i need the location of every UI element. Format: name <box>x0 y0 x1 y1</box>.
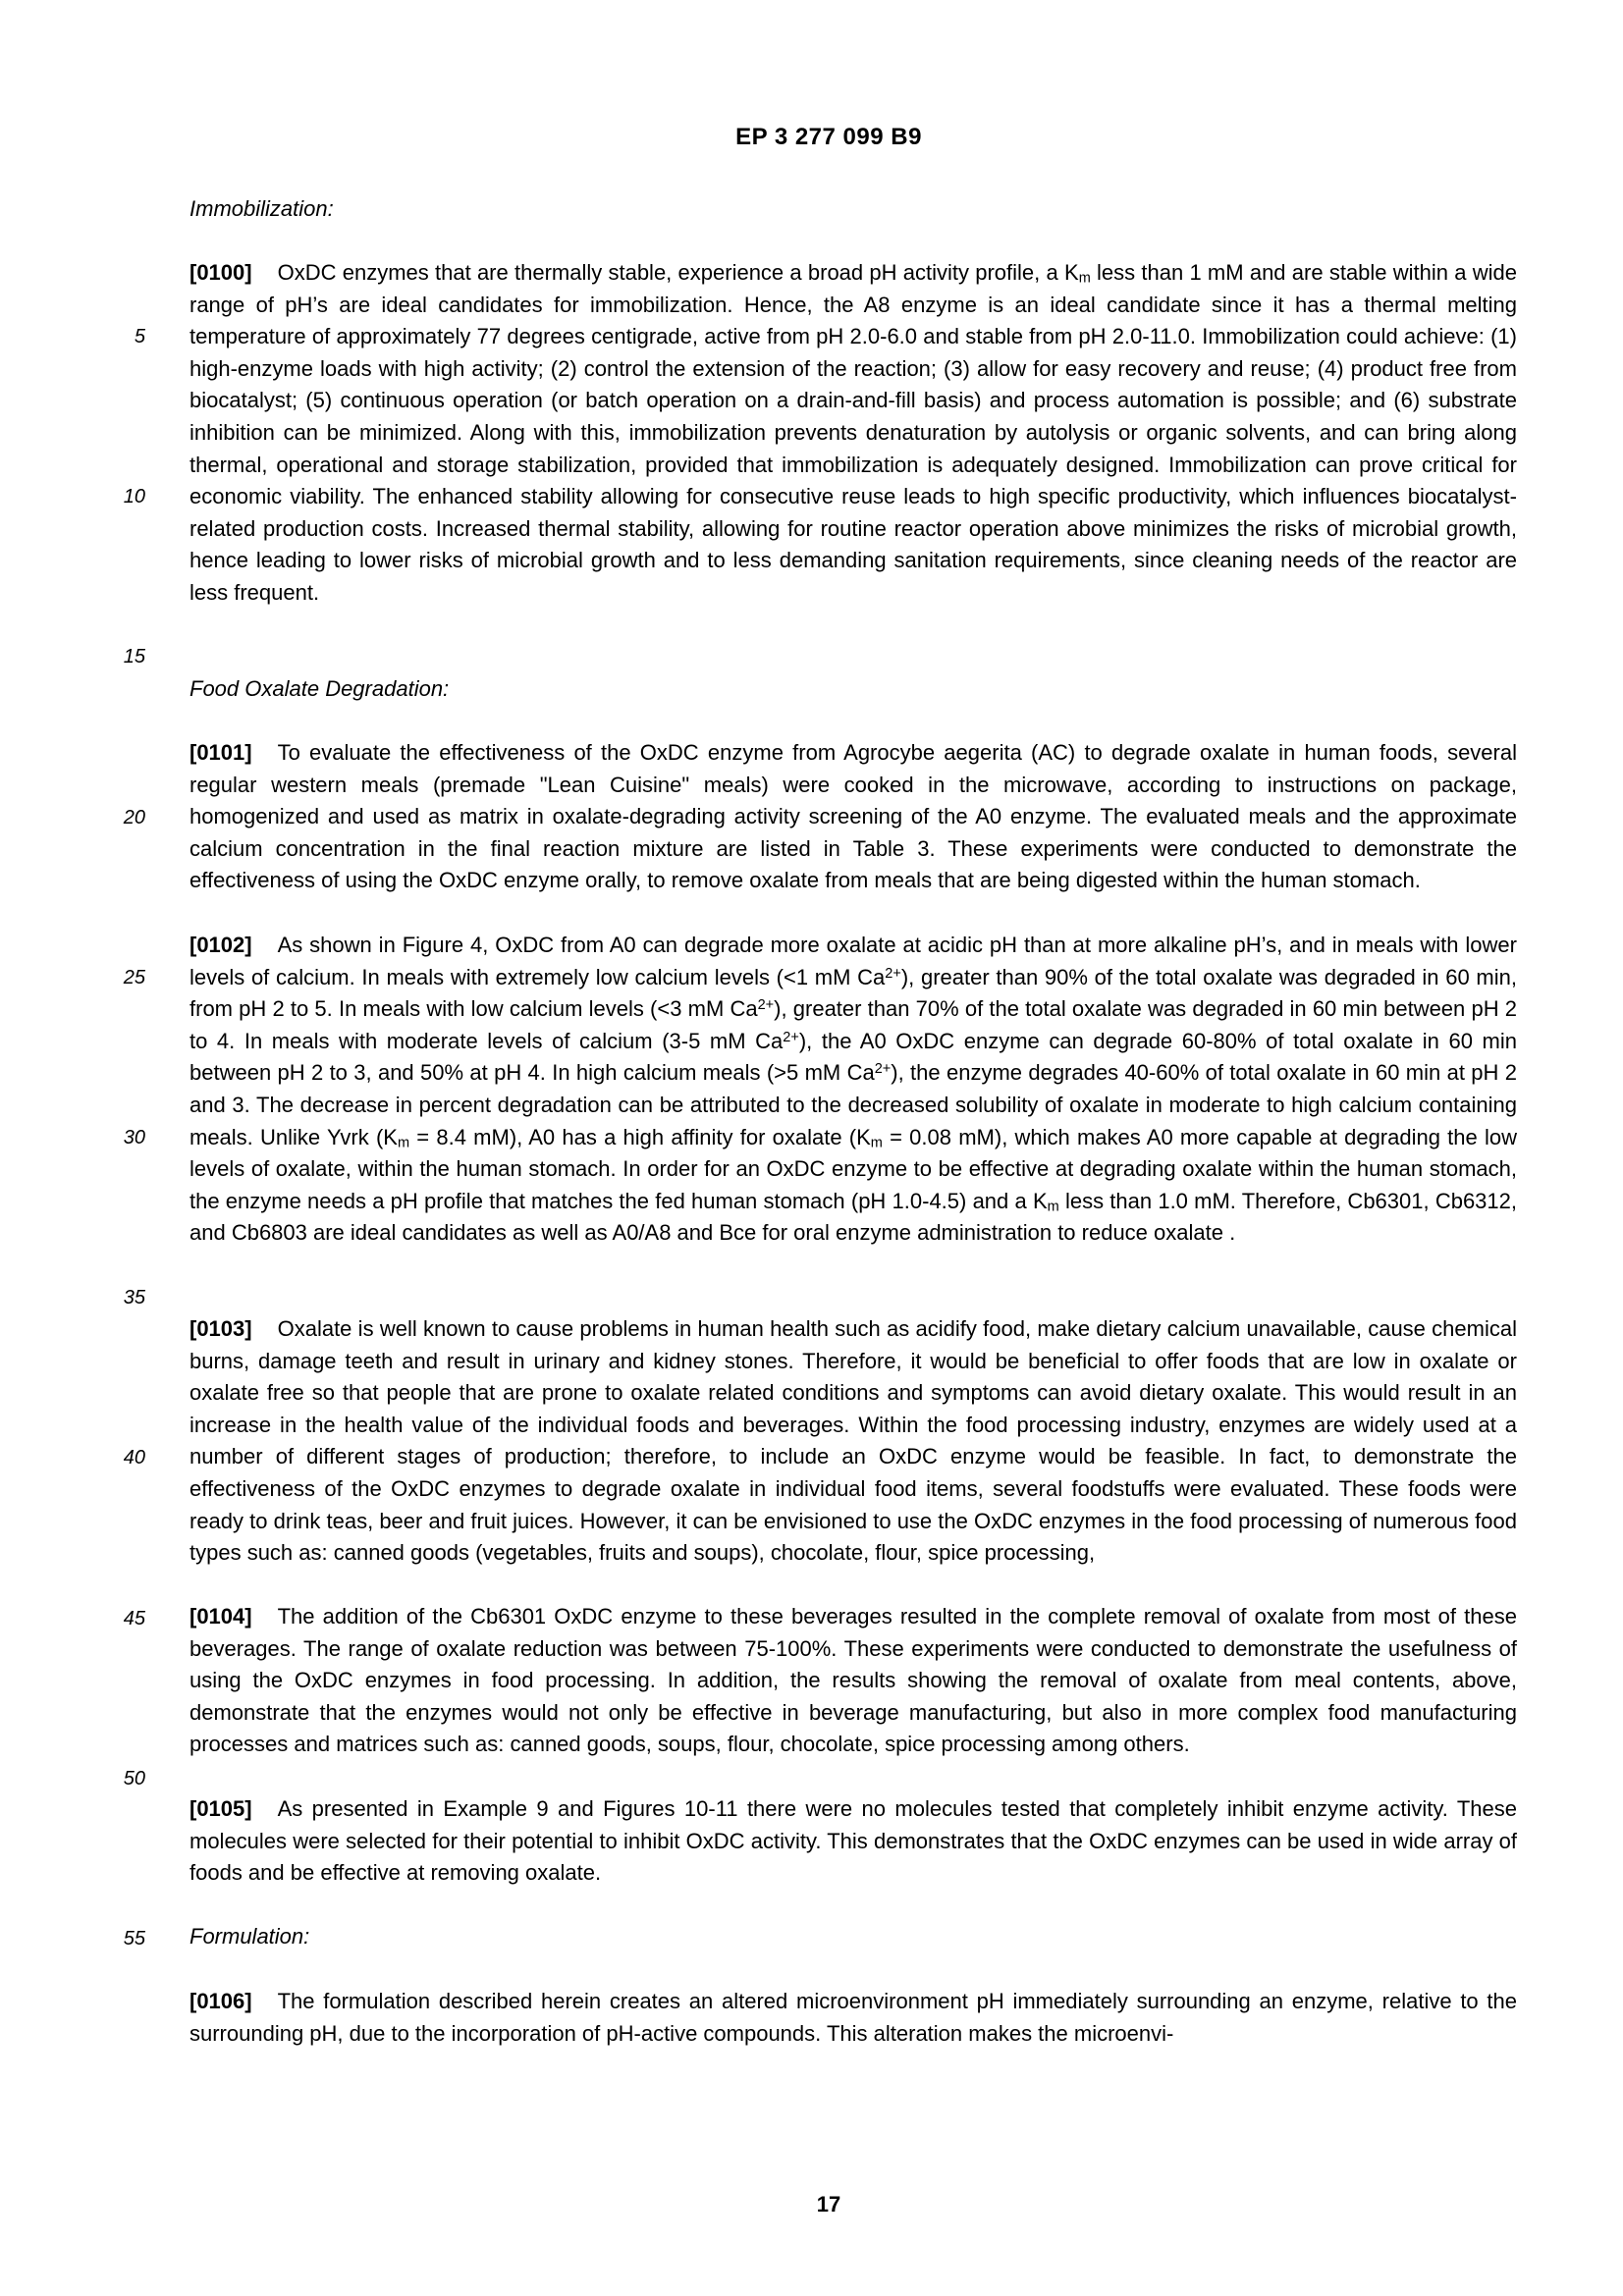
paragraph-text: As presented in Example 9 and Figures 10-11 there were no molecules tested that completely inhibit enzyme activity. These molecules were selected for their potential to inhibit OxDC activity. This demonstrates that the OxDC enzymes can be used in wide array of foods and be effective at removing oxalate. <box>189 1796 1517 1886</box>
margin-line-number: 35 <box>123 1287 145 1308</box>
paragraph-text: To evaluate the effectiveness of the OxDC enzyme from Agrocybe aegerita (AC) to degrade oxalate in human foods, several regular western meals (premade "Lean Cuisine" meals) were cooked in the microwave, according to instructions on package, homogenized and used as matrix in oxalate-degrading activity screening of the A0 enzyme. The evaluated meals and the approximate calcium concentration in the final reaction mixture are listed in Table 3. These experiments were conducted to demonstrate the effectiveness of using the OxDC enzyme orally, to remove oxalate from meals that are being digested within the human stomach. <box>189 740 1517 893</box>
section-heading-immobilization: Immobilization: <box>189 196 334 221</box>
paragraph-0100 <box>189 257 1517 610</box>
paragraph-number: [0100] <box>189 260 252 285</box>
paragraph-number: [0102] <box>189 933 252 957</box>
margin-line-number: 30 <box>123 1127 145 1148</box>
paragraph-0104 <box>189 1601 1517 1761</box>
margin-line-number: 15 <box>123 646 145 667</box>
paragraph-number: [0101] <box>189 740 252 765</box>
paragraph-number: [0103] <box>189 1316 252 1341</box>
paragraph-0101 <box>189 737 1517 897</box>
paragraph-0103 <box>189 1313 1517 1570</box>
paragraph-text: The formulation described herein creates an altered microenvironment pH immediately surrounding an enzyme, relative to the surrounding pH, due to the incorporation of pH-active compounds. This alteration makes the microenvi- <box>189 1989 1517 2046</box>
margin-line-number: 5 <box>134 326 145 347</box>
section-heading-food-oxalate-degradation: Food Oxalate Degradation: <box>189 676 450 701</box>
page-number: 17 <box>816 2192 841 2216</box>
paragraph-text: The addition of the Cb6301 OxDC enzyme to these beverages resulted in the complete removal of oxalate from most of these beverages. The range of oxalate reduction was between 75-100%. These experiments were conducted to demonstrate the usefulness of using the OxDC enzymes in food processing. In addition, the results showing the removal of oxalate from meal contents, above, demonstrate that the enzymes would not only be effective in beverage manufacturing, but also in more complex food manufacturing processes and matrices such as: canned goods, soups, flour, chocolate, spice processing among others. <box>189 1604 1517 1757</box>
margin-line-number: 10 <box>123 486 145 507</box>
paragraph-text: OxDC enzymes that are thermally stable, experience a broad pH activity profile, a $K_m$ less than 1 mM and are stable within a wide range of pH’s are ideal candidates for immobilization. Hence, the A8 enzyme is an ideal candidate since it has a thermal melting temperature of approximately 77 degrees centigrade, active from pH 2.0-6.0 and stable from pH 2.0-11.0. Immobilization could achieve: (1) high-enzyme loads with high activity; (2) control the extension of the reaction; (3) allow for easy recovery and reuse; (4) product free from biocatalyst; (5) continuous operation (or batch operation on a drain-and-fill basis) and process automation is possible; and (6) substrate inhibition can be minimized. Along with this, immobilization prevents denaturation by autolysis or organic solvents, and can bring along thermal, operational and storage stabilization, provided that immobilization is adequately designed. Immobilization can prove critical for economic viability. The enhanced stability allowing for consecutive reuse leads to high specific productivity, which influences biocatalyst-related production costs. Increased thermal stability, allowing for routine reactor operation above minimizes the risks of microbial growth, hence leading to lower risks of microbial growth and to less demanding sanitation requirements, since cleaning needs of the reactor are less frequent. <box>189 260 1517 605</box>
margin-line-number: 40 <box>123 1447 145 1468</box>
margin-line-number: 25 <box>123 967 145 988</box>
margin-line-number: 55 <box>123 1928 145 1949</box>
paragraph-0102 <box>189 930 1517 1250</box>
margin-line-number: 50 <box>123 1768 145 1789</box>
paragraph-number: [0105] <box>189 1796 252 1821</box>
paragraph-number: [0106] <box>189 1989 252 2013</box>
margin-line-number: 45 <box>123 1608 145 1629</box>
paragraph-number: [0104] <box>189 1604 252 1629</box>
paragraph-0105 <box>189 1793 1517 1890</box>
document-number: EP 3 277 099 B9 <box>735 124 922 150</box>
paragraph-0106 <box>189 1986 1517 2050</box>
paragraph-text: Oxalate is well known to cause problems in human health such as acidify food, make dietary calcium unavailable, cause chemical burns, damage teeth and result in urinary and kidney stones. Therefore, it would be beneficial to offer foods that are low in oxalate or oxalate free so that people that are prone to oxalate related conditions and symptoms can avoid dietary oxalate. This would result in an increase in the health value of the individual foods and beverages. Within the food processing industry, enzymes are widely used at a number of different stages of production; therefore, to include an OxDC enzyme would be feasible. In fact, to demonstrate the effectiveness of the OxDC enzymes to degrade oxalate in individual food items, several foodstuffs were evaluated. These foods were ready to drink teas, beer and fruit juices. However, it can be envisioned to use the OxDC enzymes in the food processing of numerous food types such as: canned goods (vegetables, fruits and soups), chocolate, flour, spice processing, <box>189 1316 1517 1566</box>
margin-line-number: 20 <box>123 807 145 828</box>
paragraph-text: As shown in Figure 4, OxDC from A0 can degrade more oxalate at acidic pH than at more alkaline pH’s, and in meals with lower levels of calcium. In meals with extremely low calcium levels (<1 mM $Ca^{2+}$), greater than 90% of the total oxalate was degraded in 60 min, from pH 2 to 5. In meals with low calcium levels (<3 mM $Ca^{2+}$), greater than 70% of the total oxalate was degraded in 60 min between pH 2 to 4. In meals with moderate levels of calcium (3-5 mM $Ca^{2+}$), the A0 OxDC enzyme can degrade 60-80% of total oxalate in 60 min between pH 2 to 3, and 50% at pH 4. In high calcium meals (>5 mM $Ca^{2+}$), the enzyme degrades 40-60% of total oxalate in 60 min at pH 2 and 3. The decrease in percent degradation can be attributed to the decreased solubility of oxalate in moderate to high calcium containing meals. Unlike Yvrk ($K_m = 8.4$ mM), A0 has a high affinity for oxalate ($K_m = 0.08$ mM), which makes A0 more capable at degrading the low levels of oxalate, within the human stomach. In order for an OxDC enzyme to be effective at degrading oxalate within the human stomach, the enzyme needs a pH profile that matches the fed human stomach (pH 1.0-4.5) and a $K_m$ less than 1.0 mM. Therefore, Cb6301, Cb6312, and Cb6803 are ideal candidates as well as A0/A8 and Bce for oral enzyme administration to reduce oxalate . <box>189 933 1518 1246</box>
section-heading-formulation: Formulation: <box>189 1924 310 1949</box>
